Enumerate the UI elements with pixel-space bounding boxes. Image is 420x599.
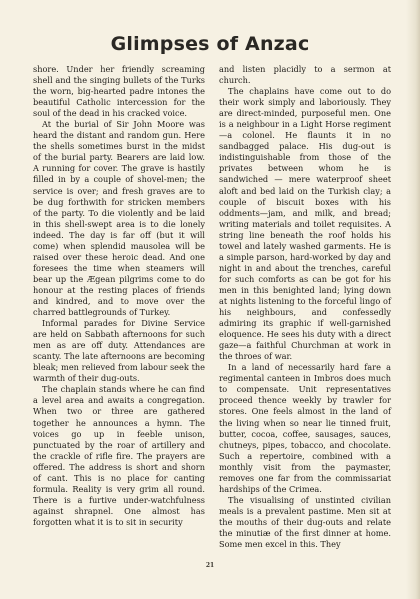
- left-column: [33, 64, 205, 528]
- paragraph: In a land of necessarily hard fare a regimental canteen in Imbros does much to compensate. Unit representatives proceed thence weekly by trawler for stores. One feels almost in the land of the living when so near lie tinned fruit, butter, cocoa, coffee, sausages, sauces, chutneys, pipes, tobacco, and chocolate. Such a repertoire, combined with a monthly visit from the paymaster, removes one far from the commissariat hardships of the Crimea.: [219, 362, 391, 494]
- paragraph: At the burial of Sir John Moore was heard the distant and random gun. Here the shells sometimes burst in the midst of the burial party. Bearers are laid low. A running for cover. The grave is hastily filled in by a couple of shovel-men; the service is over; and fresh graves are to be dug forthwith for stricken members of the party. To die violently and be laid in this shell-swept area is to die lonely indeed. The day is far off (but it will come) when splendid mausolea will be raised over these heroic dead. And one foresees the time when steamers will bear up the Ægean pilgrims come to do honour at the resting places of friends and kindred, and to move over the charred battlegrounds of Turkey.: [33, 119, 205, 318]
- paragraph: and listen placidly to a sermon at church.: [219, 64, 391, 86]
- paragraph: The chaplains have come out to do their work simply and laboriously. They are direct-minded, purposeful men. One is a neighbour in a Light Horse regiment—a colonel. He flaunts it in no sandbagged palace. His dug-out is indistinguishable from those of the privates between whom he is sandwiched — mere waterproof sheet aloft and bed laid on the Turkish clay; a couple of biscuit boxes with his oddments—jam, and milk, and bread; writing materials and toilet requisites. A string line beneath the roof holds his towel and lately washed garments. He is a simple parson, hard-worked by day and night in and about the trenches, careful for such comforts as can be got for his men in this benighted land; lying down at nights listening to the forceful lingo of his neighbours, and confessedly admiring its graphic if well-garnished eloquence. He sees his duty with a direct gaze—a faithful Churchman at work in the throes of war.: [219, 86, 391, 362]
- page-title: Glimpses of Anzac: [110, 33, 310, 55]
- paragraph: The visualising of unstinted civilian meals is a prevalent pastime. Men sit at the mouths of their dug-outs and relate the minutiæ of the first dinner at home. Some men excel in this. They: [219, 494, 391, 550]
- paragraph: The chaplain stands where he can find a level area and awaits a congregation. When two or three are gathered together he announces a hymn. The voices go up in feeble unison, punctuated by the roar of artillery and the crackle of rifle fire. The prayers are offered. The address is short and shorn of cant. This is no place for canting formula. Reality is very grim all round. There is a furtive under-watchfulness against shrapnel. One almost has forgotten what it is to sit in security: [33, 384, 205, 527]
- right-column: [219, 64, 391, 550]
- paragraph: Informal parades for Divine Service are held on Sabbath afternoons for such men as are off duty. Attendances are scanty. The late afternoons are becoming bleak; men relieved from labour seek the warmth of their dug-outs.: [33, 318, 205, 384]
- page-number: 21: [205, 562, 215, 569]
- paragraph: shore. Under her friendly screaming shell and the singing bullets of the Turks the worn, big-hearted padre intones the beautiful Catholic intercession for the soul of the dead in his cracked voice.: [33, 64, 205, 119]
